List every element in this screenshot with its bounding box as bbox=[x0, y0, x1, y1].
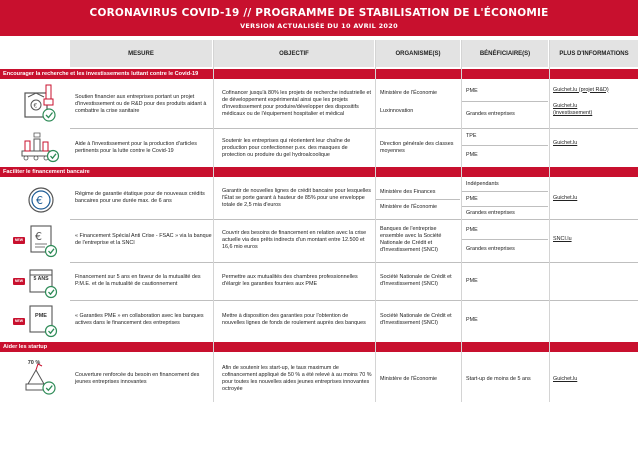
row7-objectif: Afin de soutenir les start-up, le taux maximum de cofinancement appliqué de 50 % a été relevé à au moins 70 % pour toutes les nouvelles aides jeunes entreprises innovantes octroyée bbox=[222, 365, 372, 392]
seventy-percent-label: 70 % bbox=[27, 360, 41, 366]
column-header-mesure: MESURE bbox=[70, 40, 212, 67]
section-header-research: Encourager la recherche et les investissements luttant contre le Covid-19 bbox=[0, 69, 638, 79]
row4-beneficiaire-2: Grandes entreprises bbox=[466, 245, 515, 252]
row2-beneficiaire-1: TPE bbox=[466, 132, 477, 139]
section-header-startup: Aider les startup bbox=[0, 342, 638, 352]
new-badge: NEW bbox=[14, 238, 24, 242]
row5-beneficiaire: PME bbox=[466, 277, 478, 284]
svg-text:€: € bbox=[36, 194, 43, 207]
link-guichet-startup[interactable]: Guichet.lu bbox=[553, 375, 578, 382]
page-subtitle: VERSION ACTUALISÉE DU 10 AVRIL 2020 bbox=[240, 22, 398, 30]
row3-mesure: Régime de garantie étatique pour de nouveaux crédits bancaires pour une durée max. de 6 ans bbox=[75, 191, 205, 204]
five-years-label: 5 ANS bbox=[33, 276, 49, 282]
row3-organisme-2: Ministère de l'Économie bbox=[380, 203, 438, 210]
pme-label: PME bbox=[35, 313, 47, 319]
link-snci[interactable]: SNCI.lu bbox=[553, 235, 572, 242]
page-banner bbox=[0, 0, 638, 36]
percentage-piggy-icon bbox=[22, 358, 58, 398]
row5-objectif: Permettre aux mutualités des chambres professionnelles d'élargir les garanties fournies aux PME bbox=[222, 274, 358, 287]
column-header-plus-info: PLUS D'INFORMATIONS bbox=[550, 40, 638, 67]
row4-mesure: « Financement Spécial Anti Crise - FSAC » via la banque de l'entreprise et la SNCI bbox=[75, 233, 212, 246]
row4-organisme: Banques de l'entreprise ensemble avec la Société Nationale de Crédit et d'Investissement (SNCI) bbox=[380, 226, 442, 253]
row5-organisme: Société Nationale de Crédit et d'Investissement (SNCI) bbox=[380, 274, 452, 287]
link-guichet-rd[interactable]: Guichet.lu (projet R&D) bbox=[553, 86, 609, 93]
column-header-beneficiaires: BÉNÉFICIAIRE(S) bbox=[462, 40, 548, 67]
row1-organisme-1: Ministère de l'Économie bbox=[380, 89, 438, 96]
column-header-objectif: OBJECTIF bbox=[214, 40, 374, 67]
row3-objectif: Garantir de nouvelles lignes de crédit bancaire pour lesquelles l'État se porte garant à hauteur de 85% pour une enveloppe totale de 2,5 mia d'euros bbox=[222, 187, 371, 208]
production-line-icon bbox=[20, 131, 60, 165]
row1-beneficiaire-2: Grandes entreprises bbox=[466, 110, 515, 117]
row2-organisme: Direction générale des classes moyennes bbox=[380, 141, 454, 154]
row3-beneficiaire-1: Indépendants bbox=[466, 180, 499, 187]
row7-mesure: Couverture renforcée du besoin en financement des jeunes entreprises innovantes bbox=[75, 372, 200, 385]
bank-document-icon bbox=[27, 223, 59, 259]
row1-objectif: Cofinancer jusqu'à 80% les projets de recherche industrielle et de développement expérimental ainsi que les projets d'investissement pour produire/développer des dispositifs médicaux ou de l'équipement hospitalier et médical bbox=[222, 90, 372, 117]
link-guichet-investissement[interactable]: Guichet.lu (investissement) bbox=[553, 103, 593, 116]
row6-beneficiaire: PME bbox=[466, 316, 478, 323]
row6-objectif: Mettre à disposition des garanties pour l'obtention de nouvelles lignes de fonds de roulement auprès des banques bbox=[222, 313, 366, 326]
link-guichet-garantie[interactable]: Guichet.lu bbox=[553, 194, 578, 201]
row1-organisme-2: Luxinnovation bbox=[380, 107, 414, 114]
new-badge: NEW bbox=[14, 319, 24, 323]
link-guichet-production[interactable]: Guichet.lu bbox=[553, 139, 578, 146]
svg-text:€: € bbox=[33, 102, 38, 110]
row6-mesure: « Garanties PME » en collaboration avec les banques actives dans le financement des entreprises bbox=[75, 313, 204, 326]
row3-organisme-1: Ministère des Finances bbox=[380, 188, 436, 195]
calendar-5-years-icon bbox=[27, 265, 59, 299]
row2-mesure: Aide à l'investissement pour la production d'articles pertinents pour la lutte contre le Covid-19 bbox=[75, 141, 197, 154]
row1-mesure: Soutien financier aux entreprises portant un projet d'investissement ou de R&D pour des produits aidant à combattre la crise sanitaire bbox=[75, 93, 207, 114]
row2-objectif: Soutenir les entreprises qui réorientent leur chaîne de production pour confectionner p.ex. des masques de protection ou produire du gel hydroalcoolique bbox=[222, 137, 351, 158]
row3-beneficiaire-3: Grandes entreprises bbox=[466, 209, 515, 216]
row2-beneficiaire-2: PME bbox=[466, 151, 478, 158]
row6-organisme: Société Nationale de Crédit et d'Investissement (SNCI) bbox=[380, 313, 452, 326]
column-header-organismes: ORGANISME(S) bbox=[376, 40, 460, 67]
row7-organisme: Ministère de l'Économie bbox=[380, 375, 438, 382]
pme-document-icon bbox=[27, 303, 59, 339]
section-header-bank-financing: Faciliter le financement bancaire bbox=[0, 167, 638, 177]
research-investment-icon bbox=[22, 83, 58, 123]
svg-text:€: € bbox=[35, 230, 42, 243]
page-title: CORONAVIRUS COVID-19 // PROGRAMME DE STABILISATION DE L'ÉCONOMIE bbox=[89, 7, 549, 19]
row4-beneficiaire-1: PME bbox=[466, 226, 478, 233]
row4-objectif: Couvrir des besoins de financement en relation avec la crise actuelle via des prêts indirects d'un montant entre 12.500 et 16,6 mio euros bbox=[222, 229, 367, 250]
euro-coin-icon bbox=[25, 184, 59, 218]
new-badge: NEW bbox=[14, 279, 24, 283]
row7-beneficiaire: Start-up de moins de 5 ans bbox=[466, 375, 531, 382]
row1-beneficiaire-1: PME bbox=[466, 87, 478, 94]
row5-mesure: Financement sur 5 ans en faveur de la mutualité des P.M.E. et de la mutualité de cautionnement bbox=[75, 274, 201, 287]
row3-beneficiaire-2: PME bbox=[466, 195, 478, 202]
